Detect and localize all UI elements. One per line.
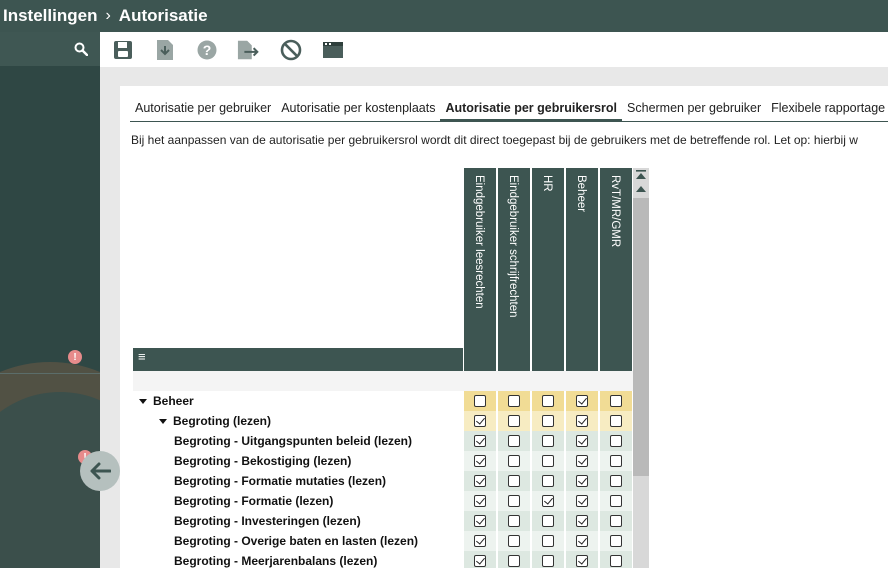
table-row bbox=[133, 531, 633, 551]
sidebar-divider bbox=[0, 373, 100, 374]
permission-cell bbox=[531, 511, 564, 531]
permission-cell bbox=[565, 451, 598, 471]
permission-checkbox[interactable] bbox=[576, 475, 588, 487]
breadcrumb-root[interactable]: Instellingen bbox=[3, 6, 98, 25]
tab-bar bbox=[130, 99, 888, 122]
table-row bbox=[133, 431, 633, 451]
caret-down-icon[interactable] bbox=[159, 419, 167, 424]
permission-cell bbox=[565, 551, 598, 568]
row-label-text: Begroting - Bekostiging (lezen) bbox=[174, 454, 352, 468]
column-header[interactable] bbox=[565, 168, 598, 371]
window-button[interactable] bbox=[321, 38, 345, 62]
permission-checkbox[interactable] bbox=[610, 475, 622, 487]
row-label-text: Begroting - Formatie mutaties (lezen) bbox=[174, 474, 387, 488]
permission-checkbox[interactable] bbox=[474, 415, 486, 427]
column-header[interactable] bbox=[599, 168, 632, 371]
permission-checkbox[interactable] bbox=[576, 435, 588, 447]
row-label-text: Begroting - Formatie (lezen) bbox=[174, 494, 334, 508]
scroll-up-icon[interactable] bbox=[633, 183, 649, 195]
permission-checkbox[interactable] bbox=[474, 515, 486, 527]
permission-checkbox[interactable] bbox=[610, 415, 622, 427]
arrow-left-icon bbox=[89, 462, 111, 480]
tab-flexibele-rapportage[interactable]: Flexibele rapportage bbox=[771, 101, 886, 115]
permission-cell bbox=[497, 431, 530, 451]
permission-checkbox[interactable] bbox=[610, 435, 622, 447]
permission-checkbox[interactable] bbox=[508, 415, 520, 427]
row-label-text: Begroting - Meerjarenbalans (lezen) bbox=[174, 554, 378, 568]
permission-cell bbox=[599, 491, 632, 511]
row-label bbox=[174, 471, 386, 491]
column-header-label: RvT/MR/GMR bbox=[609, 175, 621, 248]
caret-down-icon[interactable] bbox=[139, 399, 147, 404]
window-icon bbox=[322, 41, 344, 59]
alert-icon[interactable]: ! bbox=[68, 350, 82, 364]
permission-cell bbox=[531, 491, 564, 511]
permission-checkbox[interactable] bbox=[542, 455, 554, 467]
permission-cell bbox=[497, 531, 530, 551]
permission-cell bbox=[497, 471, 530, 491]
permission-checkbox[interactable] bbox=[508, 475, 520, 487]
vertical-scrollbar[interactable] bbox=[633, 168, 649, 568]
permission-cell bbox=[531, 431, 564, 451]
permission-cell bbox=[463, 551, 496, 568]
column-header[interactable] bbox=[463, 168, 496, 371]
permission-checkbox[interactable] bbox=[542, 535, 554, 547]
permission-checkbox[interactable] bbox=[508, 395, 520, 407]
sidebar bbox=[0, 32, 100, 568]
permission-checkbox[interactable] bbox=[576, 515, 588, 527]
permission-cell bbox=[463, 491, 496, 511]
permission-checkbox[interactable] bbox=[542, 415, 554, 427]
permission-cell bbox=[497, 511, 530, 531]
back-button[interactable] bbox=[80, 451, 120, 491]
permission-checkbox[interactable] bbox=[508, 515, 520, 527]
table-row bbox=[133, 451, 633, 471]
permission-checkbox[interactable] bbox=[542, 435, 554, 447]
permission-checkbox[interactable] bbox=[576, 415, 588, 427]
toolbar bbox=[100, 32, 888, 67]
row-label bbox=[174, 551, 377, 568]
permission-checkbox[interactable] bbox=[474, 455, 486, 467]
column-header-label: Eindgebruiker leesrechten bbox=[473, 175, 485, 309]
permission-checkbox[interactable] bbox=[610, 555, 622, 567]
permission-checkbox[interactable] bbox=[474, 555, 486, 567]
permission-checkbox[interactable] bbox=[474, 395, 486, 407]
cancel-button[interactable] bbox=[279, 38, 303, 62]
permission-cell bbox=[565, 471, 598, 491]
table-row bbox=[133, 511, 633, 531]
permission-cell bbox=[565, 531, 598, 551]
row-label[interactable] bbox=[159, 411, 271, 431]
row-label[interactable] bbox=[139, 391, 194, 411]
search-icon[interactable] bbox=[74, 42, 88, 56]
column-header-label: Eindgebruiker schrijfrechten bbox=[507, 175, 519, 318]
permission-checkbox[interactable] bbox=[508, 495, 520, 507]
permission-cell bbox=[565, 491, 598, 511]
row-label bbox=[174, 431, 412, 451]
permission-checkbox[interactable] bbox=[576, 535, 588, 547]
permission-cell bbox=[463, 391, 496, 411]
tab-autorisatie-per-gebruikersrol[interactable]: Autorisatie per gebruikersrol bbox=[440, 99, 622, 122]
permission-checkbox[interactable] bbox=[610, 395, 622, 407]
permission-checkbox[interactable] bbox=[542, 475, 554, 487]
title-bar bbox=[0, 0, 888, 32]
help-icon bbox=[197, 40, 217, 60]
permission-checkbox[interactable] bbox=[474, 435, 486, 447]
tab-schermen-per-gebruiker[interactable]: Schermen per gebruiker bbox=[627, 101, 762, 115]
export-button[interactable] bbox=[237, 38, 261, 62]
column-header[interactable] bbox=[497, 168, 530, 371]
permission-cell bbox=[599, 431, 632, 451]
permission-cell bbox=[599, 451, 632, 471]
tab-autorisatie-per-gebruiker[interactable]: Autorisatie per gebruiker bbox=[135, 101, 272, 115]
download-button[interactable] bbox=[153, 38, 177, 62]
table-row bbox=[133, 411, 633, 431]
permission-cell bbox=[463, 451, 496, 471]
permission-cell bbox=[599, 551, 632, 568]
permission-cell bbox=[599, 471, 632, 491]
save-icon bbox=[113, 40, 133, 60]
table-row bbox=[133, 391, 633, 411]
permission-checkbox[interactable] bbox=[474, 535, 486, 547]
help-button[interactable] bbox=[195, 38, 219, 62]
permission-checkbox[interactable] bbox=[474, 475, 486, 487]
row-label-text: Begroting - Uitgangspunten beleid (lezen) bbox=[174, 434, 412, 448]
permission-checkbox[interactable] bbox=[508, 435, 520, 447]
permission-cell bbox=[497, 391, 530, 411]
permission-cell bbox=[463, 411, 496, 431]
scrollbar-thumb[interactable] bbox=[633, 198, 649, 476]
permission-checkbox[interactable] bbox=[610, 535, 622, 547]
permission-cell bbox=[531, 451, 564, 471]
breadcrumb-separator: › bbox=[105, 7, 111, 24]
permission-checkbox[interactable] bbox=[508, 555, 520, 567]
table-row bbox=[133, 491, 633, 511]
permission-checkbox[interactable] bbox=[542, 395, 554, 407]
permission-cell bbox=[497, 551, 530, 568]
row-label-text: Begroting - Overige baten en lasten (lezen) bbox=[174, 534, 419, 548]
permission-cell bbox=[599, 411, 632, 431]
scroll-top-icon[interactable] bbox=[633, 169, 649, 181]
row-label bbox=[174, 451, 351, 471]
permission-checkbox[interactable] bbox=[610, 495, 622, 507]
permission-cell bbox=[497, 451, 530, 471]
permission-cell bbox=[463, 431, 496, 451]
permission-cell bbox=[531, 411, 564, 431]
permission-cell bbox=[531, 531, 564, 551]
permission-cell bbox=[531, 391, 564, 411]
permission-cell bbox=[565, 431, 598, 451]
permission-checkbox[interactable] bbox=[508, 535, 520, 547]
permission-cell bbox=[531, 551, 564, 568]
permission-cell bbox=[531, 471, 564, 491]
permission-checkbox[interactable] bbox=[542, 555, 554, 567]
permission-cell bbox=[565, 411, 598, 431]
row-label bbox=[174, 531, 418, 551]
row-label-text: Begroting (lezen) bbox=[173, 414, 271, 428]
table-row bbox=[133, 551, 633, 568]
cancel-icon bbox=[280, 39, 302, 61]
row-label bbox=[174, 491, 333, 511]
column-header[interactable] bbox=[531, 168, 564, 371]
menu-icon[interactable]: ≡ bbox=[138, 349, 146, 364]
permission-checkbox[interactable] bbox=[610, 455, 622, 467]
svg-text:?: ? bbox=[202, 41, 212, 58]
description-text: Bij het aanpassen van de autorisatie per gebruikersrol wordt dit direct toegepast bij de gebruikers met de betreffende rol. Let op: hierbij w bbox=[131, 133, 858, 147]
download-icon bbox=[156, 39, 174, 61]
column-header-label: Beheer bbox=[575, 175, 587, 213]
row-label-text: Begroting - Investeringen (lezen) bbox=[174, 514, 361, 528]
permission-checkbox[interactable] bbox=[508, 455, 520, 467]
permission-cell bbox=[497, 411, 530, 431]
permission-cell bbox=[463, 471, 496, 491]
tab-autorisatie-per-kostenplaats[interactable]: Autorisatie per kostenplaats bbox=[281, 101, 436, 115]
permission-checkbox[interactable] bbox=[542, 495, 554, 507]
permission-cell bbox=[565, 391, 598, 411]
permission-cell bbox=[565, 511, 598, 531]
permission-cell bbox=[497, 491, 530, 511]
permission-checkbox[interactable] bbox=[576, 455, 588, 467]
matrix-menu-header bbox=[133, 348, 463, 371]
page-title: Autorisatie bbox=[118, 6, 208, 25]
table-row bbox=[133, 471, 633, 491]
row-label bbox=[174, 511, 361, 531]
permission-checkbox[interactable] bbox=[610, 515, 622, 527]
permission-cell bbox=[463, 531, 496, 551]
permission-cell bbox=[599, 531, 632, 551]
export-icon bbox=[237, 39, 261, 61]
permission-cell bbox=[599, 511, 632, 531]
matrix-filter-row bbox=[133, 371, 633, 391]
permission-checkbox[interactable] bbox=[576, 395, 588, 407]
column-header-label: HR bbox=[541, 175, 553, 192]
content-card bbox=[120, 86, 888, 568]
permission-checkbox[interactable] bbox=[474, 495, 486, 507]
permission-cell bbox=[599, 391, 632, 411]
permission-checkbox[interactable] bbox=[542, 515, 554, 527]
permission-checkbox[interactable] bbox=[576, 555, 588, 567]
permission-cell bbox=[463, 511, 496, 531]
save-button[interactable] bbox=[111, 38, 135, 62]
permission-checkbox[interactable] bbox=[576, 495, 588, 507]
row-label-text: Beheer bbox=[153, 394, 194, 408]
sidebar-search[interactable] bbox=[0, 32, 100, 66]
